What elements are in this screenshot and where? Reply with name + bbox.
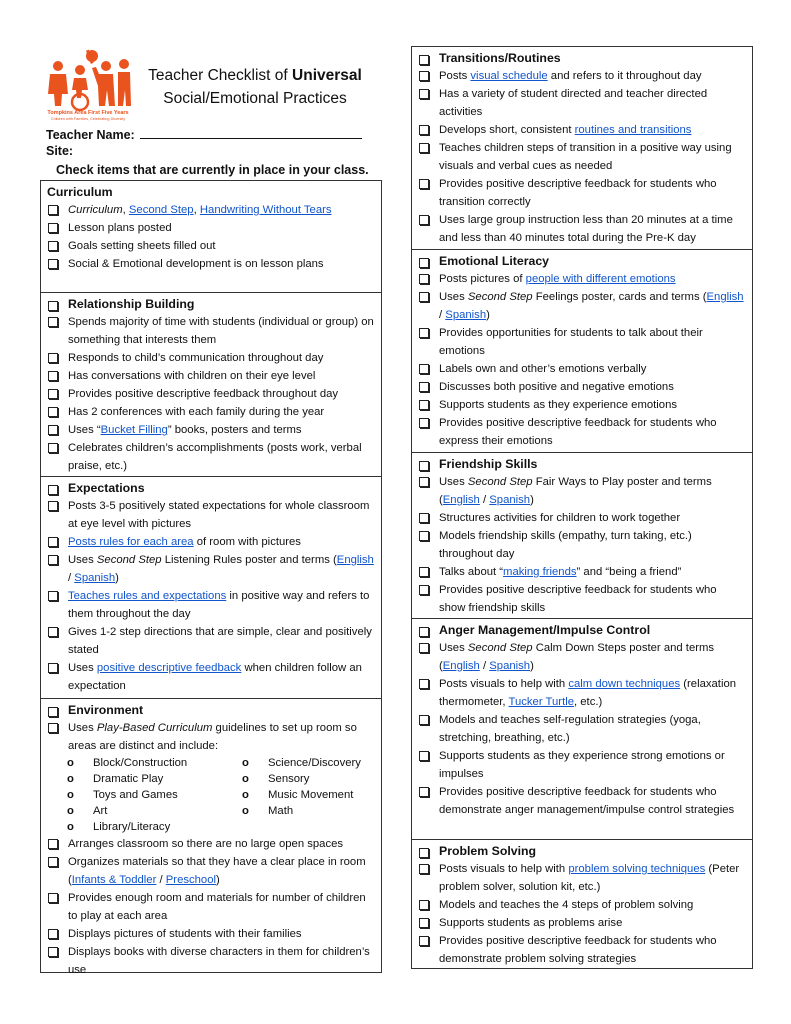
checkbox[interactable]: [48, 947, 58, 957]
checkbox[interactable]: [419, 585, 429, 595]
checklist-item: Provides positive descriptive feedback for students who express their emotions: [418, 414, 746, 450]
checkbox[interactable]: [48, 501, 58, 511]
checkbox[interactable]: [419, 864, 429, 874]
link-tucker-turtle[interactable]: Tucker Turtle: [508, 696, 574, 708]
checkbox[interactable]: [48, 839, 58, 849]
checkbox[interactable]: [419, 936, 429, 946]
checkbox[interactable]: [48, 389, 58, 399]
checklist-item: Models and teaches self-regulation strategies (yoga, stretching, breathing, etc.): [418, 711, 746, 747]
logo-subtext: Children with Families, Celebrating Diversity: [50, 117, 126, 121]
checklist-item: Posts visual schedule and refers to it throughout day: [418, 67, 746, 85]
checkbox[interactable]: [48, 707, 58, 717]
checklist-item: Models friendship skills (empathy, turn taking, etc.) throughout day: [418, 527, 746, 563]
checklist-item: Supports students as they experience emotions: [418, 396, 746, 414]
logo-text: Tompkins Area First Five Years: [47, 110, 129, 116]
checkbox[interactable]: [48, 259, 58, 269]
checkbox[interactable]: [48, 555, 58, 565]
checkbox[interactable]: [419, 567, 429, 577]
checklist-item: Uses large group instruction less than 20 minutes at a time and less than 40 minutes total during the Pre-K day: [418, 211, 746, 247]
checklist-item: Supports students as they experience strong emotions or impulses: [418, 747, 746, 783]
teacher-info: [46, 127, 386, 159]
checkbox[interactable]: [48, 371, 58, 381]
checklist-item: Models and teaches the 4 steps of problem solving: [418, 896, 746, 914]
link-visual-schedule[interactable]: visual schedule: [470, 70, 548, 82]
checkbox[interactable]: [419, 643, 429, 653]
section-title: Expectations: [68, 481, 145, 495]
checklist-item: Provides opportunities for students to talk about their emotions: [418, 324, 746, 360]
header: [40, 42, 380, 132]
organization-logo: [44, 46, 132, 122]
checklist-item: Structures activities for children to work together: [418, 509, 746, 527]
link-people-emotions[interactable]: people with different emotions: [525, 273, 676, 285]
checkbox[interactable]: [419, 787, 429, 797]
section-transitions: [412, 47, 752, 250]
checklist-item: Provides positive descriptive feedback for students who demonstrate problem solving strategies: [418, 932, 746, 968]
checkbox[interactable]: [48, 857, 58, 867]
checkbox[interactable]: [419, 848, 429, 858]
link-preschool[interactable]: Preschool: [165, 874, 217, 886]
checkbox[interactable]: [419, 292, 429, 302]
checklist-item: Displays pictures of students with their families: [47, 925, 375, 943]
checklist-item: Teaches rules and expectations in positive way and refers to them throughout the day: [47, 587, 375, 623]
section-title: Environment: [68, 703, 144, 717]
checklist-item: Posts visuals to help with problem solving techniques (Peter problem solver, solution kit, etc.): [418, 860, 746, 896]
checklist-item: Spends majority of time with students (individual or group) on something that interests them: [47, 313, 375, 349]
link-positive-feedback[interactable]: positive descriptive feedback: [96, 662, 242, 674]
teacher-name-field[interactable]: [140, 127, 362, 139]
checkbox[interactable]: [419, 71, 429, 81]
checklist-item: Posts visuals to help with calm down techniques (relaxation thermometer, Tucker Turtle, etc.): [418, 675, 746, 711]
checklist-item: Lesson plans posted: [47, 219, 375, 237]
checklist-item: Has 2 conferences with each family during the year: [47, 403, 375, 421]
area-item: o Dramatic Play: [67, 773, 164, 785]
instruction-text: Check items that are currently in place in your class.: [56, 163, 369, 177]
checkbox[interactable]: [419, 461, 429, 471]
checkbox[interactable]: [48, 317, 58, 327]
checkbox[interactable]: [419, 143, 429, 153]
teacher-name-label: Teacher Name:: [46, 128, 135, 142]
checkbox[interactable]: [48, 425, 58, 435]
section-emotional-literacy: [412, 250, 752, 453]
checklist-item: Uses Second Step Calm Down Steps poster and terms (English / Spanish): [418, 639, 746, 675]
checkbox[interactable]: [419, 89, 429, 99]
checkbox[interactable]: [48, 443, 58, 453]
checkbox[interactable]: [419, 679, 429, 689]
checklist-item: Teaches children steps of transition in a positive way using visuals and verbal cues as needed: [418, 139, 746, 175]
checklist-item: Provides positive descriptive feedback for students who demonstrate anger management/impulse control strategies: [418, 783, 746, 819]
link-bucket-filling[interactable]: Bucket Filling: [100, 424, 168, 436]
section-relationship-building: [41, 293, 381, 477]
checkbox[interactable]: [48, 353, 58, 363]
checkbox[interactable]: [419, 715, 429, 725]
checklist-item: Arranges classroom so there are no large open spaces: [47, 835, 375, 853]
checkbox[interactable]: [419, 274, 429, 284]
section-title: Anger Management/Impulse Control: [439, 623, 651, 637]
area-item: o Sensory: [242, 773, 310, 785]
section-curriculum: [41, 181, 381, 293]
checklist-item: Gives 1-2 step directions that are simple, clear and positively stated: [47, 623, 375, 659]
link-making-friends[interactable]: making friends: [503, 566, 577, 578]
link-english[interactable]: English: [706, 291, 744, 303]
checklist-item: Responds to child’s communication throughout day: [47, 349, 375, 367]
link-calm-down-techniques[interactable]: calm down techniques: [568, 678, 681, 690]
link-handwriting-without-tears[interactable]: Handwriting Without Tears: [199, 204, 332, 216]
checkbox[interactable]: [48, 223, 58, 233]
checkbox[interactable]: [48, 663, 58, 673]
section-title: Curriculum: [47, 185, 113, 199]
checkbox[interactable]: [419, 627, 429, 637]
checklist-item: Talks about “making friends” and “being a friend”: [418, 563, 746, 581]
section-title: Friendship Skills: [439, 457, 538, 471]
checkbox[interactable]: [48, 929, 58, 939]
checklist-item: Social & Emotional development is on lesson plans: [47, 255, 375, 273]
checklist-item: Supports students as problems arise: [418, 914, 746, 932]
area-item: o Science/Discovery: [242, 757, 361, 769]
checklist-item: Uses Play-Based Curriculum guidelines to set up room so areas are distinct and include:: [47, 719, 375, 755]
checkbox[interactable]: [419, 400, 429, 410]
checkbox[interactable]: [419, 215, 429, 225]
link-routines-transitions[interactable]: routines and transitions: [574, 124, 692, 136]
checkbox[interactable]: [419, 418, 429, 428]
link-teaches-rules[interactable]: Teaches rules and expectations: [68, 590, 227, 602]
section-title: Transitions/Routines: [439, 51, 561, 65]
link-problem-solving-techniques[interactable]: problem solving techniques: [568, 863, 706, 875]
checklist-item: Goals setting sheets filled out: [47, 237, 375, 255]
area-item: o Art: [67, 805, 108, 817]
link-english[interactable]: English: [442, 660, 480, 672]
checkbox[interactable]: [419, 477, 429, 487]
checkbox[interactable]: [48, 241, 58, 251]
checkbox[interactable]: [419, 513, 429, 523]
section-title: Relationship Building: [68, 297, 195, 311]
checklist-item: Labels own and other’s emotions verbally: [418, 360, 746, 378]
checkbox[interactable]: [48, 485, 58, 495]
checklist-item: Uses Second Step Listening Rules poster and terms (English / Spanish): [47, 551, 375, 587]
link-spanish[interactable]: Spanish: [74, 572, 116, 584]
checklist-item: Provides positive descriptive feedback for students who transition correctly: [418, 175, 746, 211]
area-item: o Library/Literacy: [67, 821, 171, 833]
left-column: [40, 180, 382, 976]
checklist-item: Has conversations with children on their eye level: [47, 367, 375, 385]
checklist-item: Uses “Bucket Filling” books, posters and terms: [47, 421, 375, 439]
checklist-item: Discusses both positive and negative emotions: [418, 378, 746, 396]
checkbox[interactable]: [419, 918, 429, 928]
right-column: [411, 46, 753, 969]
site-label: Site:: [46, 144, 74, 158]
section-title: Problem Solving: [439, 844, 537, 858]
area-item: o Toys and Games: [67, 789, 178, 801]
page-title: Teacher Checklist of Universal Social/Emotional Practices: [148, 67, 362, 107]
section-environment: [41, 699, 381, 976]
checkbox[interactable]: [419, 382, 429, 392]
checkbox[interactable]: [419, 328, 429, 338]
section-anger-management: [412, 619, 752, 840]
area-list: [47, 755, 375, 835]
checklist-item: Curriculum, Second Step, Handwriting Without Tears: [47, 201, 375, 219]
checkbox[interactable]: [48, 723, 58, 733]
checkbox[interactable]: [48, 627, 58, 637]
link-spanish[interactable]: Spanish: [445, 309, 487, 321]
checklist-item: Provides enough room and materials for number of children to play at each area: [47, 889, 375, 925]
checklist-item: Uses positive descriptive feedback when children follow an expectation: [47, 659, 375, 695]
checklist-item: Provides positive descriptive feedback throughout day: [47, 385, 375, 403]
checklist-item: Develops short, consistent routines and transitions: [418, 121, 746, 139]
checklist-item: Posts pictures of people with different emotions: [418, 270, 746, 288]
checkbox[interactable]: [48, 407, 58, 417]
section-expectations: [41, 477, 381, 699]
area-item: o Math: [242, 805, 294, 817]
link-posts-rules[interactable]: Posts rules for each area: [68, 536, 194, 548]
checklist-item: Has a variety of student directed and teacher directed activities: [418, 85, 746, 121]
checklist-item: Uses Second Step Feelings poster, cards and terms (English / Spanish): [418, 288, 746, 324]
section-title: Emotional Literacy: [439, 254, 550, 268]
checkbox[interactable]: [48, 893, 58, 903]
link-english[interactable]: English: [336, 554, 374, 566]
area-item: o Block/Construction: [67, 757, 188, 769]
checkbox[interactable]: [48, 537, 58, 547]
link-spanish[interactable]: Spanish: [489, 660, 531, 672]
checklist-item: Organizes materials so that they have a clear place in room (Infants & Toddler / Preschool): [47, 853, 375, 889]
area-item: o Music Movement: [242, 789, 354, 801]
checkbox[interactable]: [48, 205, 58, 215]
checkbox[interactable]: [419, 125, 429, 135]
checklist-item: Displays books with diverse characters in them for children’s use: [47, 943, 375, 979]
checklist-item: Posts 3-5 positively stated expectations for whole classroom at eye level with pictures: [47, 497, 375, 533]
checkbox[interactable]: [419, 179, 429, 189]
checklist-item: Provides positive descriptive feedback for students who show friendship skills: [418, 581, 746, 617]
link-spanish[interactable]: Spanish: [489, 494, 531, 506]
link-second-step[interactable]: Second Step: [128, 204, 194, 216]
checkbox[interactable]: [419, 364, 429, 374]
checkbox[interactable]: [419, 55, 429, 65]
checklist-item: Uses Second Step Fair Ways to Play poster and terms (English / Spanish): [418, 473, 746, 509]
checkbox[interactable]: [48, 591, 58, 601]
checklist-item: Celebrates children’s accomplishments (posts work, verbal praise, etc.): [47, 439, 375, 475]
checkbox[interactable]: [48, 301, 58, 311]
checkbox[interactable]: [419, 751, 429, 761]
checkbox[interactable]: [419, 900, 429, 910]
link-infants-toddler[interactable]: Infants & Toddler: [71, 874, 157, 886]
checkbox[interactable]: [419, 531, 429, 541]
link-english[interactable]: English: [442, 494, 480, 506]
section-problem-solving: [412, 840, 752, 968]
checklist-item: Posts rules for each area of room with pictures: [47, 533, 375, 551]
section-friendship-skills: [412, 453, 752, 619]
checkbox[interactable]: [419, 258, 429, 268]
